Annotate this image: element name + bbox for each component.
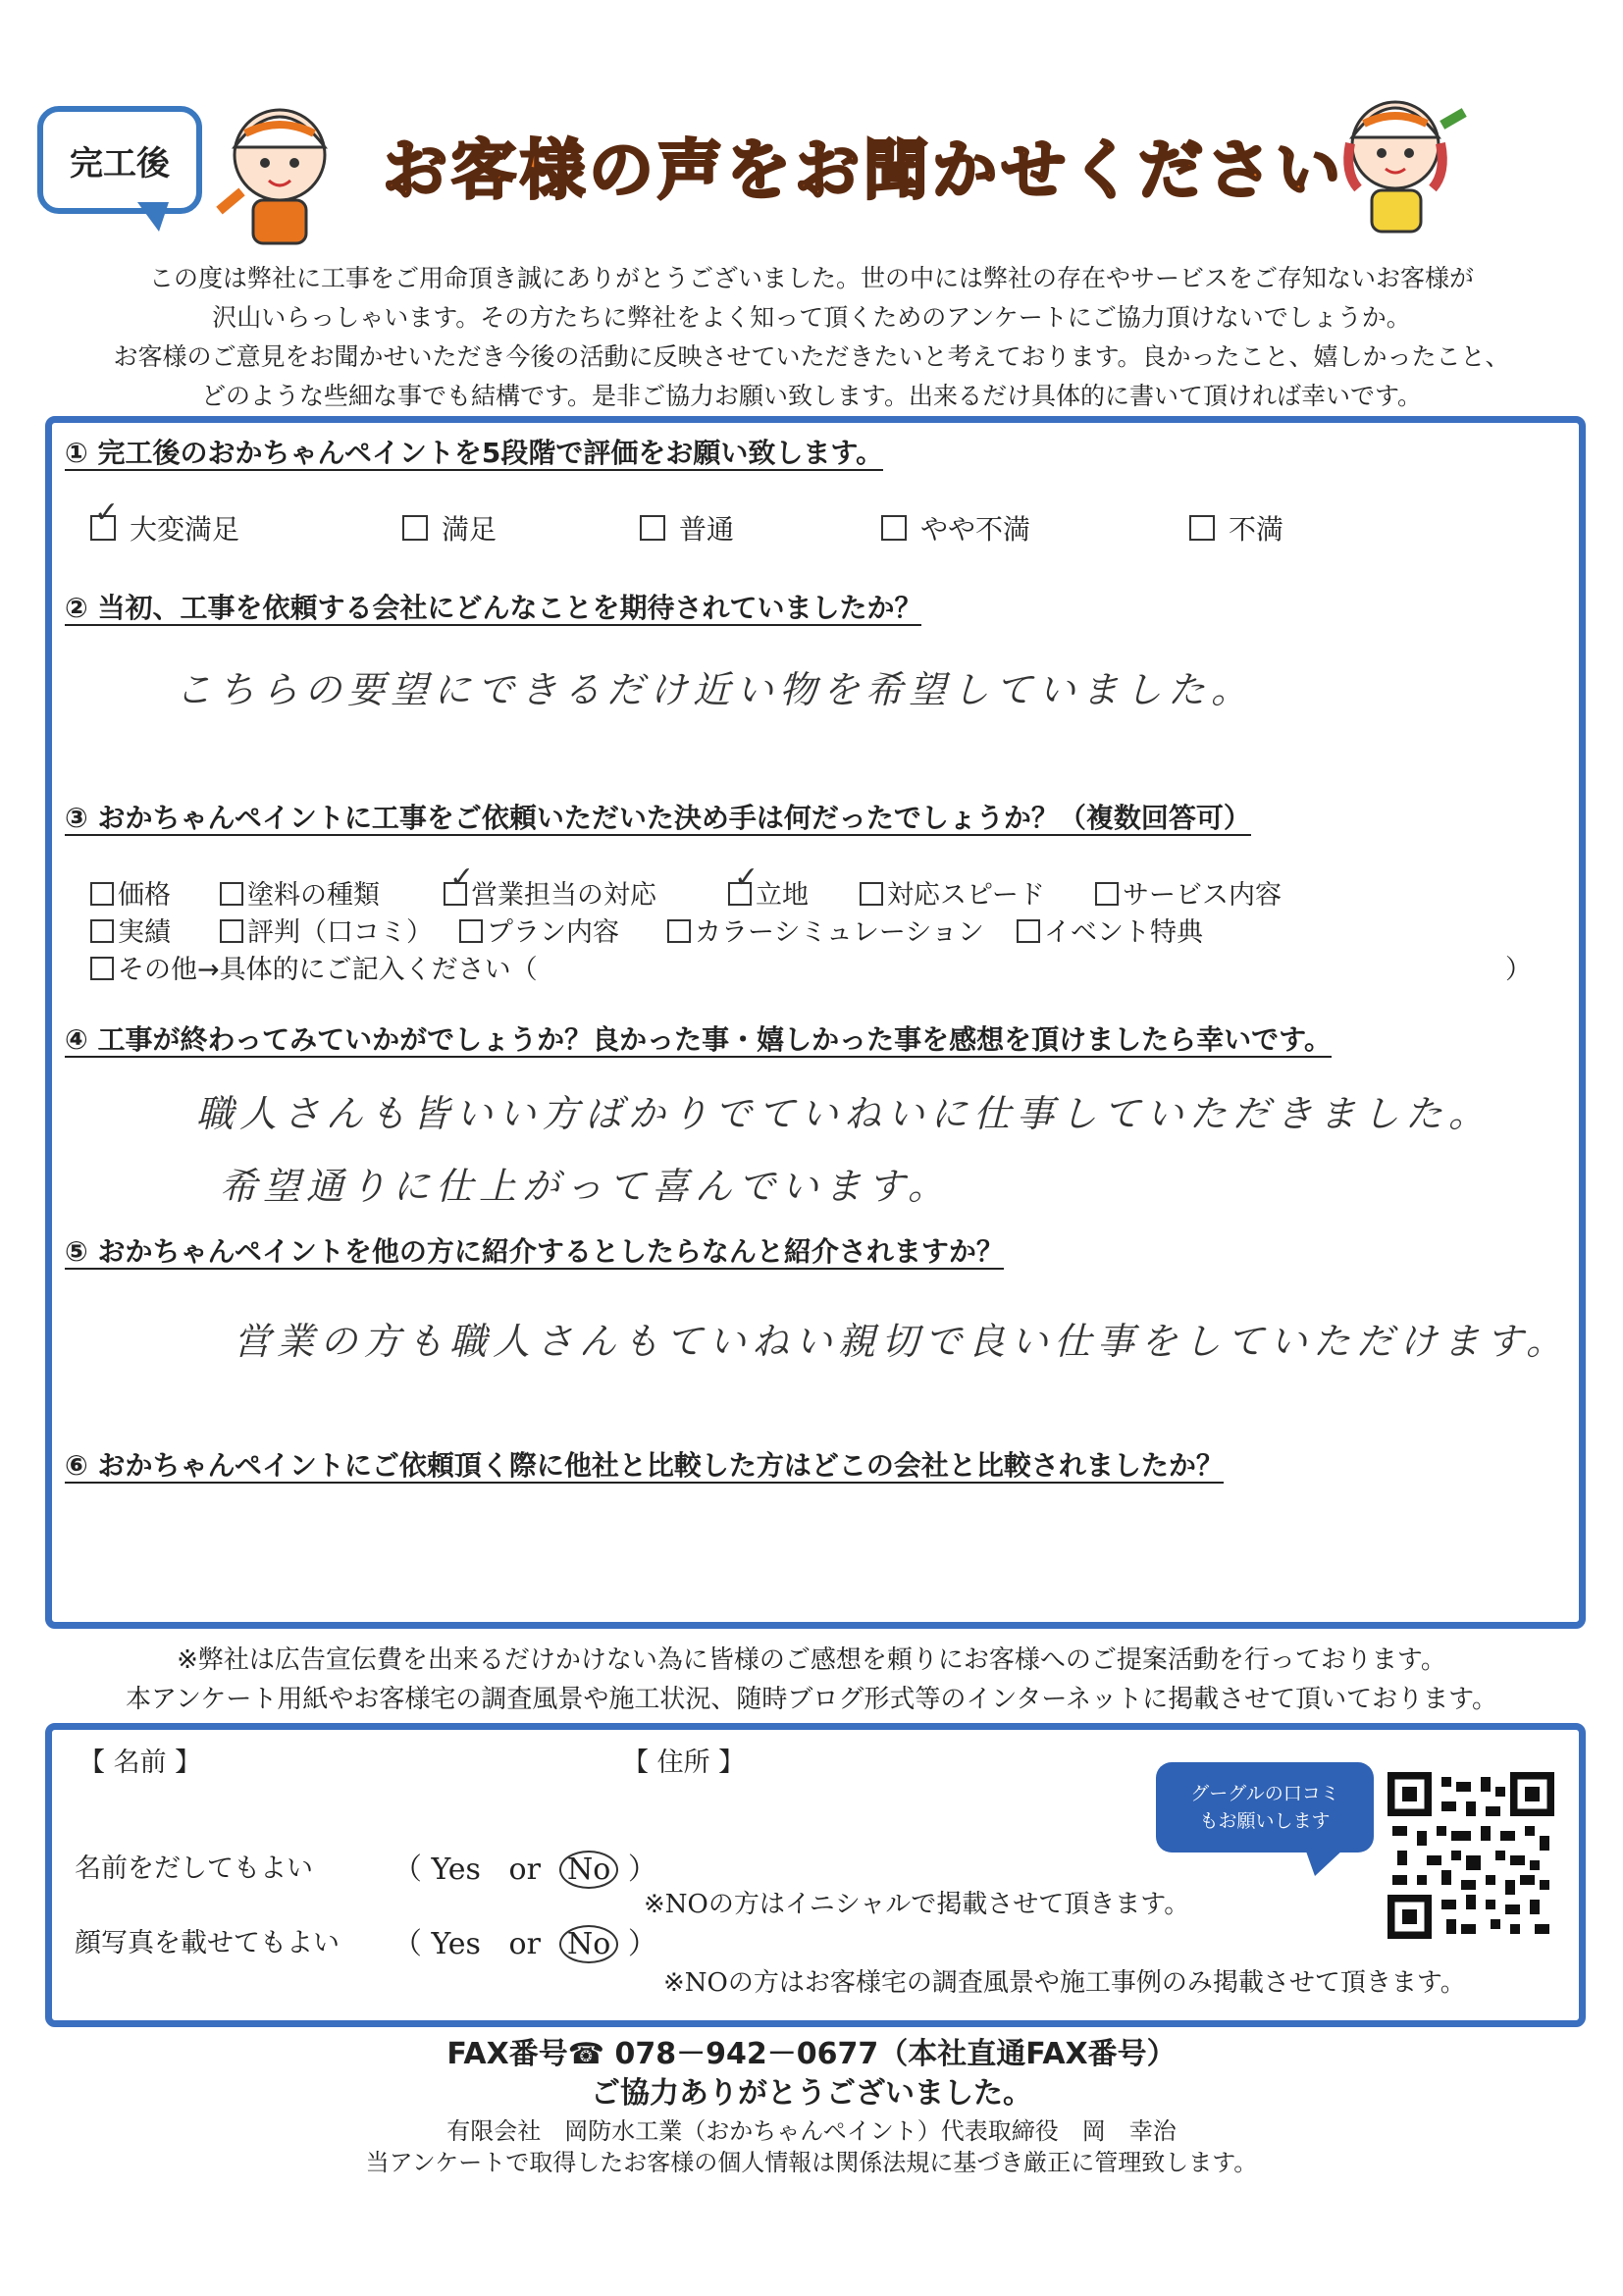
mascot-right-icon <box>1325 75 1472 241</box>
q1-question: ① 完工後のおかちゃんペイントを5段階で評価をお願い致します。 <box>65 437 884 469</box>
close-paren: ） <box>627 1927 657 1961</box>
photo-note: ※NOの方はお客様宅の調査風景や施工事例のみ掲載させて頂きます。 <box>663 1968 1466 1998</box>
intro-line: お客様のご意見をお聞かせいただき今後の活動に反映させていただきたいと考えております。良かったこと、嬉しかったこと、 <box>113 342 1510 371</box>
checkbox-checked-icon[interactable] <box>90 515 116 541</box>
or-text: or <box>508 1927 541 1961</box>
thanks-text: ご協力ありがとうございました。 <box>591 2076 1032 2111</box>
open-paren: （ <box>393 1927 422 1961</box>
fax-line <box>59 2029 1564 2072</box>
q4-answer-line: 希望通りに仕上がって喜んでいます。 <box>220 1165 951 1208</box>
q3-option-price[interactable]: 価格 <box>90 873 171 912</box>
q3-option-location[interactable]: ✓ 立地 <box>728 873 809 912</box>
q3-option-paint-type[interactable]: 塗料の種類 <box>220 873 380 912</box>
q5-answer: 営業の方も職人さんもていねい親切で良い仕事をしていただけます。 <box>234 1320 1569 1363</box>
q4-question: ④ 工事が終わってみていかがでしょうか？良かった事・嬉しかった事を感想を頂けましたら幸いです。 <box>65 1023 1332 1056</box>
q3-option-reputation[interactable]: 評判（口コミ） <box>220 911 433 949</box>
q1-option-satisfied[interactable]: 満足 <box>402 508 497 548</box>
q4-answer-line: 職人さんも皆いい方ばかりでていねいに仕事していただきました。 <box>196 1092 1492 1135</box>
q1-option-somewhat-dissatisfied[interactable]: やや不満 <box>881 508 1030 548</box>
permit-photo-label: 顔写真を載せてもよい <box>75 1928 340 1958</box>
badge-tail <box>137 202 169 232</box>
yes-option[interactable]: Yes <box>431 1927 481 1961</box>
q3-question: ③ おかちゃんペイントに工事をご依頼いただいた決め手は何だったでしょうか？（複数回答可） <box>65 802 1251 834</box>
name-note: ※NOの方はイニシャルで掲載させて頂きます。 <box>644 1890 1190 1919</box>
q3-option-color-simulation[interactable]: カラーシミュレーション <box>667 911 984 949</box>
privacy-notice: 当アンケートで取得したお客様の個人情報は関係法規に基づき厳正に管理致します。 <box>365 2149 1258 2176</box>
yes-option[interactable]: Yes <box>431 1852 481 1887</box>
permit-name-choice[interactable] <box>393 1845 657 1889</box>
checkbox-icon[interactable] <box>402 515 428 541</box>
completion-badge: 完工後 <box>37 106 202 214</box>
q3-option-response-speed[interactable]: 対応スピード <box>860 873 1045 912</box>
q3-other-close: ） <box>1505 955 1532 985</box>
company-info: 有限会社 岡防水工業（おかちゃんペイント）代表取締役 岡 幸治 <box>446 2117 1177 2145</box>
q3-option-track-record[interactable]: 実績 <box>90 911 171 949</box>
google-review-bubble <box>1156 1762 1374 1852</box>
fax-number[interactable]: 078－942－0677（本社直通FAX番号） <box>614 2037 1177 2071</box>
fax-label: FAX番号☎ <box>446 2037 605 2071</box>
q1-option-very-satisfied[interactable]: ✓大変満足 <box>90 508 239 548</box>
open-paren: （ <box>393 1852 422 1887</box>
bubble-line: グーグルの口コミ <box>1190 1783 1339 1804</box>
close-paren: ） <box>627 1852 657 1887</box>
q2-question: ② 当初、工事を依頼する会社にどんなことを期待されていましたか？ <box>65 592 922 624</box>
q1-option-dissatisfied[interactable]: 不満 <box>1189 508 1283 548</box>
no-option-circled[interactable]: No <box>559 1925 618 1963</box>
q3-option-service-content[interactable]: サービス内容 <box>1095 873 1282 912</box>
page-title: お客様の声をお聞かせください <box>383 132 1344 208</box>
intro-line: この度は弊社に工事をご用命頂き誠にありがとうございました。世の中には弊社の存在やサービスをご存知ないお客様が <box>148 264 1474 292</box>
publication-notice <box>59 1641 1564 1719</box>
checkbox-icon[interactable] <box>1189 515 1215 541</box>
q3-option-sales-response[interactable]: ✓ 営業担当の対応 <box>444 873 656 912</box>
q6-question: ⑥ おかちゃんペイントにご依頼頂く際に他社と比較した方はどこの会社と比較されましたか？ <box>65 1449 1224 1482</box>
checkbox-checked-icon[interactable] <box>444 882 467 906</box>
intro-text <box>59 259 1564 416</box>
checkbox-icon[interactable] <box>881 515 907 541</box>
qr-code-icon[interactable] <box>1387 1772 1554 1939</box>
intro-line: どのような些細な事でも結構です。是非ご協力お願い致します。出来るだけ具体的に書いて頂ければ幸いです。 <box>200 382 1422 410</box>
q2-answer: こちらの要望にできるだけ近い物を希望していました。 <box>175 668 1255 711</box>
checkbox-icon[interactable] <box>640 515 665 541</box>
checkbox-checked-icon[interactable] <box>728 882 752 906</box>
or-text: or <box>508 1852 541 1887</box>
name-label: 【 名前 】 <box>79 1748 202 1778</box>
permit-photo-choice[interactable] <box>393 1919 657 1963</box>
bubble-tail <box>1305 1849 1344 1876</box>
q3-option-event-bonus[interactable]: イベント特典 <box>1017 911 1203 949</box>
notice-line: 本アンケート用紙やお客様宅の調査風景や施工状況、随時ブログ形式等のインターネットに掲載させて頂いております。 <box>125 1685 1498 1714</box>
notice-line: ※弊社は広告宣伝費を出来るだけかけない為に皆様のご感想を頼りにお客様へのご提案活動を行っております。 <box>177 1645 1446 1675</box>
mascot-left-icon <box>206 86 353 253</box>
q3-option-other[interactable]: その他→具体的にご記入ください（ <box>90 948 538 986</box>
q5-question: ⑤ おかちゃんペイントを他の方に紹介するとしたらなんと紹介されますか？ <box>65 1235 1004 1268</box>
q3-option-plan-content[interactable]: プラン内容 <box>459 911 619 949</box>
no-option-circled[interactable]: No <box>559 1851 618 1889</box>
permit-name-label: 名前をだしてもよい <box>75 1853 313 1884</box>
intro-line: 沢山いらっしゃいます。その方たちに弊社をよく知って頂くためのアンケートにご協力頂けないでしょうか。 <box>212 303 1411 332</box>
q1-option-neutral[interactable]: 普通 <box>640 508 734 548</box>
address-label: 【 住所 】 <box>622 1748 746 1778</box>
bubble-line: もお願いします <box>1199 1810 1331 1832</box>
